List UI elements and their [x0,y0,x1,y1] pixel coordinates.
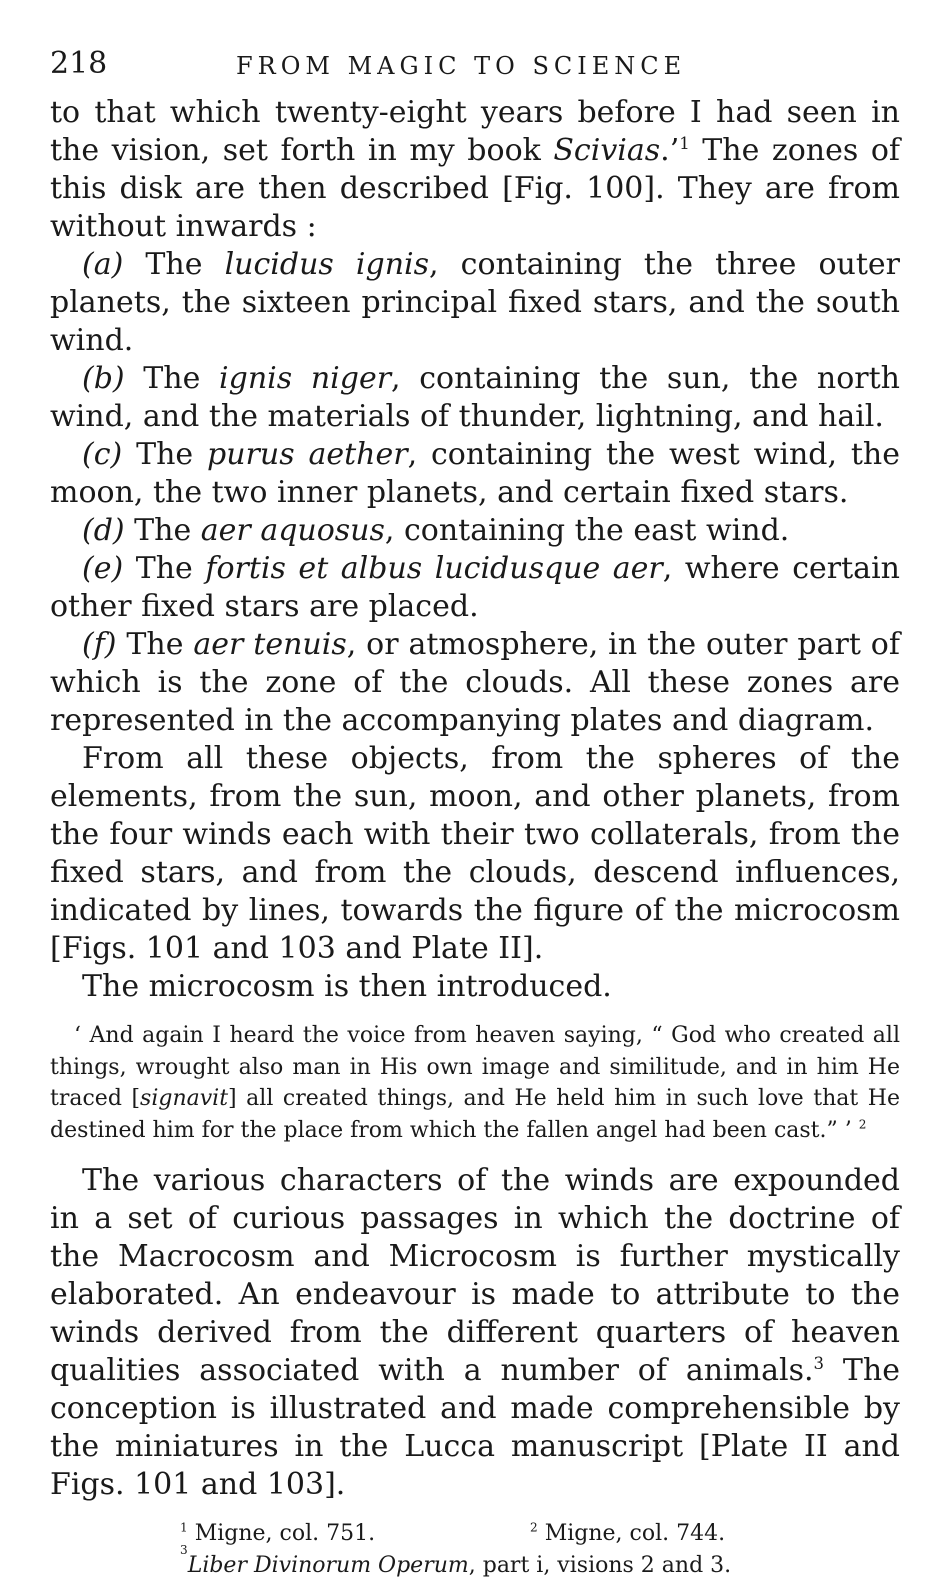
footnote: 3 Liber Divinorum Operum , part i, visions 2 and 3. [180,1543,732,1578]
zone-item: (d) The aer aquosus, containing the east wind. [82,513,790,548]
running-title: FROM MAGIC TO SCIENCE [236,52,687,80]
footnote: $^1$ Migne, col. 751. [180,1520,376,1546]
page-header [50,40,900,94]
zone-item: (f) The aer tenuis, or atmosphere, in the outer part of which is the zone of the clouds. All these zones are represented in the accompanying plates and diagram. [50,627,900,738]
footnote-ref: 1 [679,134,690,153]
zone-item: (b) The ignis niger, containing the sun, the north wind, and the materials of thunder, lightning, and hail. [50,361,900,434]
footnote-ref: 2 [858,1117,867,1132]
zone-item: (c) The purus aether, containing the west wind, the moon, the two inner planets, and certain fixed stars. [50,437,900,510]
zone-item: (e) The fortis et albus lucidusque aer, where certain other fixed stars are placed. [50,551,900,624]
footnote: $^2$ Migne, col. 744. [530,1520,726,1546]
footnotes [50,1518,900,1582]
main-text [50,94,900,1006]
page-number: 218 [50,46,108,81]
paragraph: The various characters of the winds are expounded in a set of curious passages in which the doctrine of the Macrocosm and Microcosm is further mystically elaborated. An endeavour is made to attribute to the winds derived from the different quarters of heaven qualities associated with a number of animals.$^3$ The conception is illustrated and made comprehensible by the miniatures in the Lucca manuscript [Plate II and Figs. 101 and 103]. [50,1163,901,1502]
zone-item: (a) The lucidus ignis, containing the three outer planets, the sixteen principal fixed stars, and the south wind. [50,247,900,358]
paragraph: From all these objects, from the spheres of the elements, from the sun, moon, and other planets, from the four winds each with their two collaterals, from the fixed stars, and from the clouds, descend influences, indicated by lines, towards the figure of the microcosm [Figs. 101 and 103 and Plate II]. [50,741,900,966]
main-text [50,1162,900,1504]
book-page [50,40,900,1582]
block-quote: ‘ And again I heard the voice from heaven saying, “ God who created all things, wrought also man in His own image and similitude, and in him He traced [signavit] all created things, and He held him in such love that He destined him for the place from which the fallen angel had been cast.” ’ $^2$ [50,1023,900,1143]
paragraph: to that which twenty-eight years before I had seen in the vision, set forth in my book Scivias.’$^1$ The zones of this disk are then described [Fig. 100]. They are from without inwards : [50,95,900,244]
paragraph: The microcosm is then introduced. [82,969,612,1004]
footnote-ref: 3 [813,1354,825,1373]
